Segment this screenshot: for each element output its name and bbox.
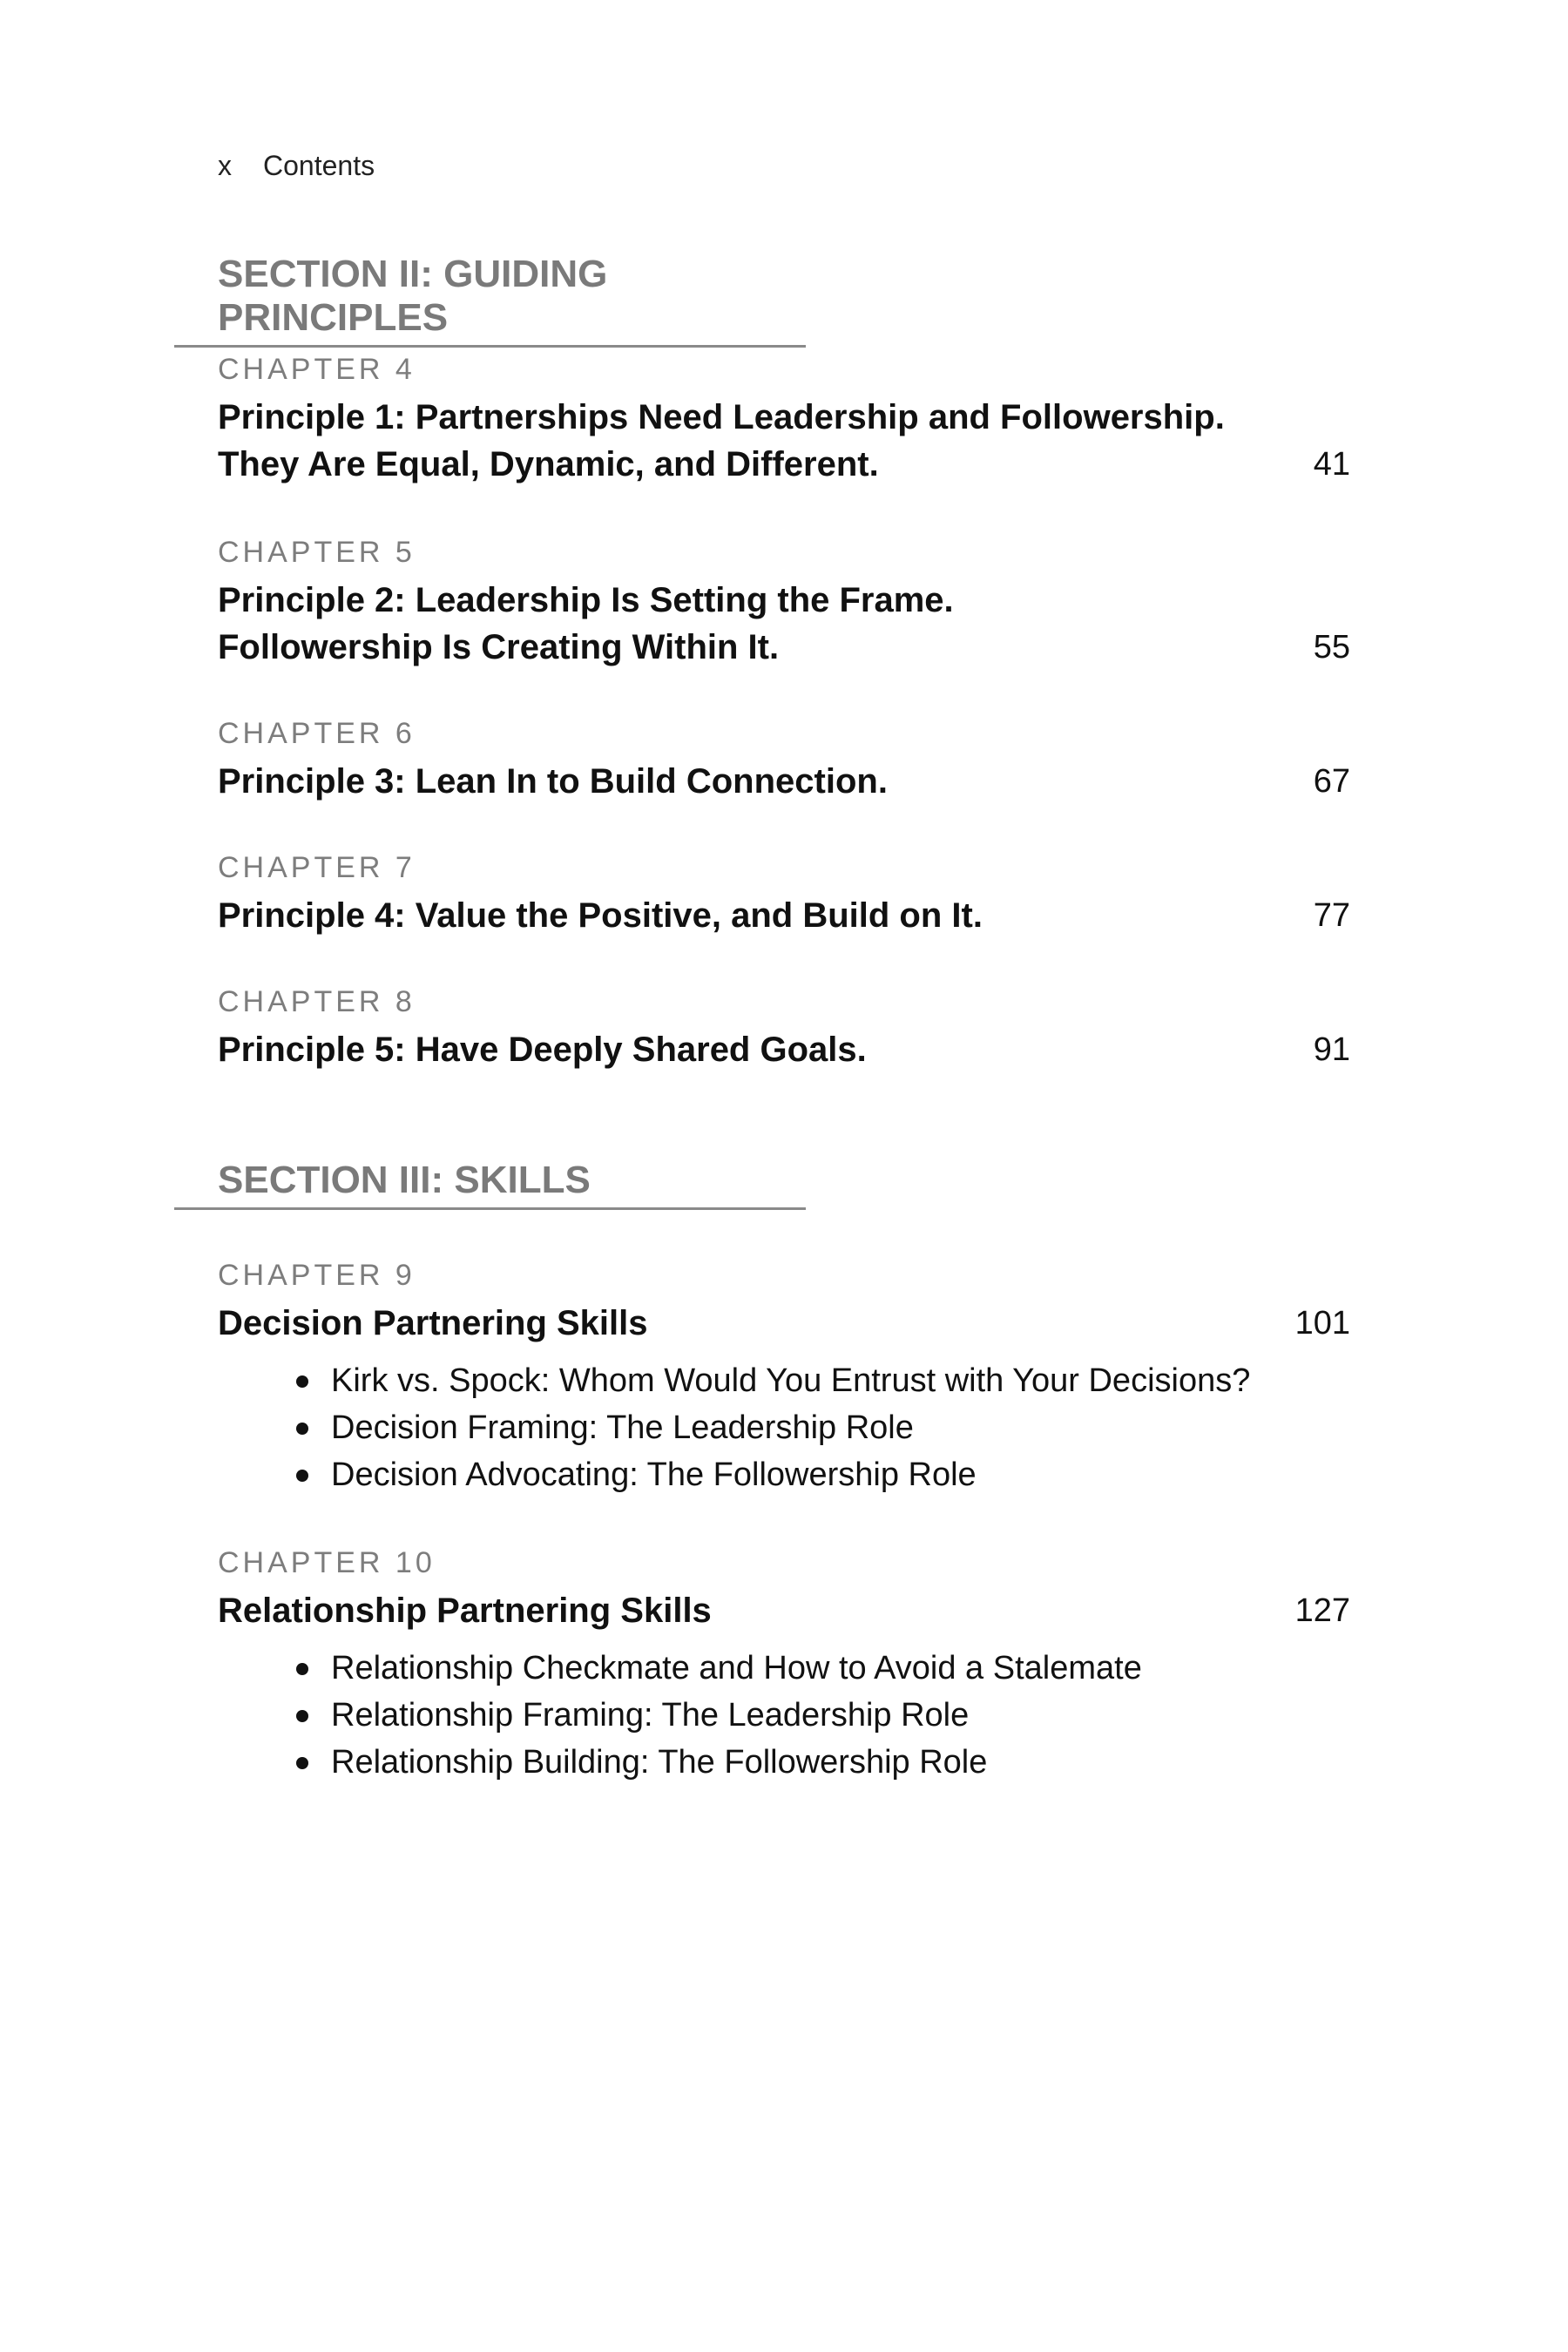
chapter-title-line: Principle 3: Lean In to Build Connection. xyxy=(218,762,888,801)
list-item: Kirk vs. Spock: Whom Would You Entrust with Your Decisions? xyxy=(296,1357,1350,1404)
page-number: 55 xyxy=(1313,629,1350,666)
toc-entry-chapter-8[interactable] xyxy=(218,984,1350,1073)
chapter-label: CHAPTER 9 xyxy=(218,1259,416,1292)
chapter-title xyxy=(218,892,1350,939)
chapter-label: CHAPTER 10 xyxy=(218,1546,436,1579)
list-item: Decision Advocating: The Followership Role xyxy=(296,1451,1350,1498)
chapter-topic-list xyxy=(218,1645,1350,1786)
page-number: 77 xyxy=(1313,897,1350,934)
list-item: Decision Framing: The Leadership Role xyxy=(296,1404,1350,1451)
running-head-title: Contents xyxy=(263,150,375,181)
chapter-title xyxy=(218,1300,1350,1347)
chapter-label: CHAPTER 4 xyxy=(218,353,416,386)
chapter-label: CHAPTER 8 xyxy=(218,985,416,1018)
section-heading-guiding-principles xyxy=(174,253,806,348)
chapter-title xyxy=(218,1026,1350,1073)
section-heading-skills xyxy=(174,1159,806,1210)
chapter-title xyxy=(218,758,1350,805)
toc-entry-chapter-4[interactable] xyxy=(218,352,1350,488)
list-item: Relationship Building: The Followership Role xyxy=(296,1739,1350,1786)
page-number: 91 xyxy=(1313,1031,1350,1068)
section-title: SECTION II: GUIDING PRINCIPLES xyxy=(174,253,806,348)
running-head xyxy=(218,150,375,182)
toc-entry-chapter-9[interactable] xyxy=(218,1258,1350,1498)
toc-entry-chapter-6[interactable] xyxy=(218,716,1350,805)
chapter-title-line: They Are Equal, Dynamic, and Different. xyxy=(218,445,879,483)
chapter-title xyxy=(218,394,1350,488)
toc-entry-chapter-5[interactable] xyxy=(218,535,1350,671)
chapter-title-line: Principle 2: Leadership Is Setting the Frame. xyxy=(218,581,954,619)
page-number: 67 xyxy=(1313,763,1350,800)
chapter-title-line: Principle 1: Partnerships Need Leadership and Followership. xyxy=(218,398,1225,436)
toc-entry-chapter-10[interactable] xyxy=(218,1545,1350,1786)
chapter-title-line: Principle 4: Value the Positive, and Build on It. xyxy=(218,896,983,935)
chapter-title xyxy=(218,1587,1350,1634)
section-title: SECTION III: SKILLS xyxy=(174,1159,806,1210)
chapter-topic-list xyxy=(218,1357,1350,1498)
chapter-title xyxy=(218,577,1350,671)
page-folio: x xyxy=(218,150,232,181)
chapter-label: CHAPTER 6 xyxy=(218,717,416,750)
chapter-title-line: Principle 5: Have Deeply Shared Goals. xyxy=(218,1031,867,1069)
list-item: Relationship Checkmate and How to Avoid a Stalemate xyxy=(296,1645,1350,1692)
chapter-label: CHAPTER 7 xyxy=(218,851,416,884)
chapter-title-line: Decision Partnering Skills xyxy=(218,1304,648,1342)
chapter-title-line: Followership Is Creating Within It. xyxy=(218,628,780,666)
chapter-title-line: Relationship Partnering Skills xyxy=(218,1592,712,1630)
chapter-label: CHAPTER 5 xyxy=(218,536,416,569)
page-number: 101 xyxy=(1294,1305,1350,1342)
page-number: 127 xyxy=(1294,1592,1350,1629)
toc-entry-chapter-7[interactable] xyxy=(218,850,1350,939)
page-number: 41 xyxy=(1313,446,1350,483)
list-item: Relationship Framing: The Leadership Role xyxy=(296,1692,1350,1739)
